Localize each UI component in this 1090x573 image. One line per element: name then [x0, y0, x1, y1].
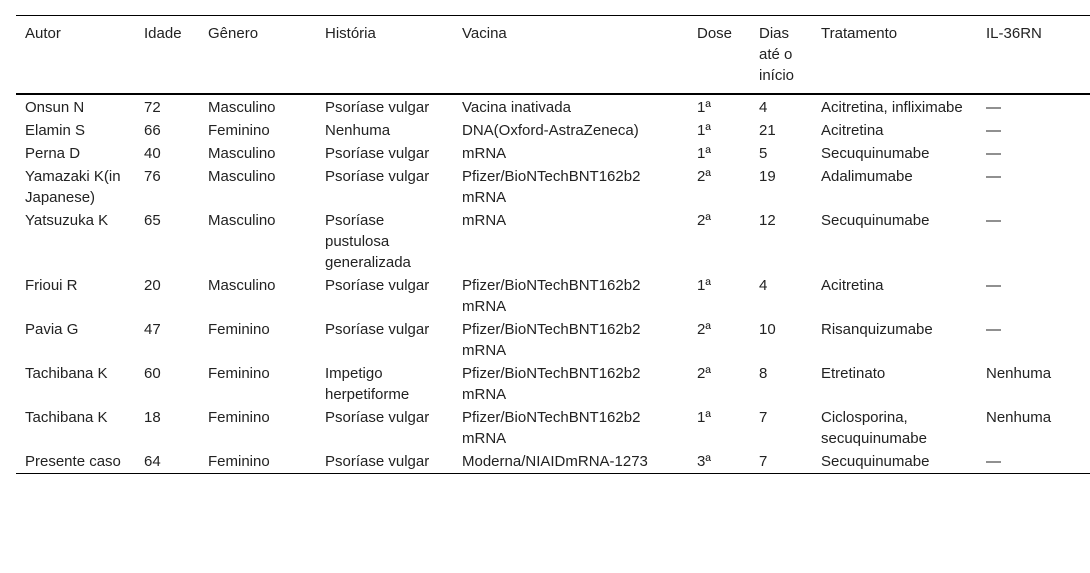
cell-historia: Impetigo herpetiforme	[325, 365, 410, 403]
header-idade: Idade	[144, 25, 182, 42]
header-autor: Autor	[25, 25, 61, 42]
cell-tratamento: Secuquinumabe	[821, 212, 930, 229]
cell-historia: Psoríase vulgar	[325, 321, 430, 338]
cell-autor: Pavia G	[25, 321, 79, 338]
case-table	[16, 15, 1090, 474]
cell-idade: 40	[144, 145, 161, 162]
cell-idade: 76	[144, 168, 161, 185]
cell-dias-ate-inicio: 12	[759, 212, 776, 229]
table-row	[16, 450, 1090, 474]
header-historia: História	[325, 25, 376, 42]
cell-idade: 47	[144, 321, 161, 338]
cell-dias-ate-inicio: 4	[759, 277, 768, 294]
table-row	[16, 406, 1090, 450]
cell-dias-ate-inicio: 4	[759, 99, 768, 116]
cell-idade: 64	[144, 453, 161, 470]
table-row	[16, 119, 1090, 142]
cell-tratamento: Etretinato	[821, 365, 886, 382]
cell-tratamento: Acitretina	[821, 122, 884, 139]
cell-genero: Masculino	[208, 168, 276, 185]
cell-dias-ate-inicio: 7	[759, 453, 768, 470]
cell-il36rn: —	[986, 453, 1001, 470]
cell-il36rn: —	[986, 321, 1001, 338]
cell-historia: Psoríase vulgar	[325, 168, 430, 185]
table-row	[16, 142, 1090, 165]
cell-genero: Feminino	[208, 453, 270, 470]
cell-il36rn: Nenhuma	[986, 365, 1052, 382]
cell-genero: Feminino	[208, 122, 270, 139]
cell-historia: Psoríase vulgar	[325, 99, 430, 116]
cell-tratamento: Ciclosporina, secuquinumabe	[821, 409, 927, 447]
cell-il36rn: —	[986, 212, 1001, 229]
header-tratamento: Tratamento	[821, 25, 898, 42]
cell-tratamento: Acitretina, infliximabe	[821, 99, 963, 116]
cell-idade: 72	[144, 99, 161, 116]
cell-genero: Masculino	[208, 212, 276, 229]
cell-idade: 20	[144, 277, 161, 294]
cell-tratamento: Secuquinumabe	[821, 145, 930, 162]
cell-vacina: Pfizer/BioNTechBNT162b2 mRNA	[462, 321, 641, 359]
cell-autor: Tachibana K	[25, 365, 108, 382]
cell-autor: Frioui R	[25, 277, 78, 294]
table-row	[16, 94, 1090, 119]
header-genero: Gênero	[208, 25, 259, 42]
cell-autor: Tachibana K	[25, 409, 108, 426]
cell-vacina: mRNA	[462, 212, 507, 229]
cell-dose: 3ª	[697, 453, 711, 470]
cell-autor: Onsun N	[25, 99, 85, 116]
cell-dose: 1ª	[697, 145, 711, 162]
cell-dose: 2ª	[697, 212, 711, 229]
cell-tratamento: Acitretina	[821, 277, 884, 294]
cell-genero: Feminino	[208, 321, 270, 338]
cell-historia: Nenhuma	[325, 122, 391, 139]
cell-dias-ate-inicio: 8	[759, 365, 768, 382]
cell-dias-ate-inicio: 19	[759, 168, 776, 185]
cell-il36rn: —	[986, 122, 1001, 139]
cell-vacina: Pfizer/BioNTechBNT162b2 mRNA	[462, 365, 641, 403]
cell-historia: Psoríase vulgar	[325, 409, 430, 426]
cell-dias-ate-inicio: 21	[759, 122, 776, 139]
cell-il36rn: —	[986, 168, 1001, 185]
cell-autor: Yatsuzuka K	[25, 212, 109, 229]
header-vacina: Vacina	[462, 25, 507, 42]
cell-il36rn: —	[986, 277, 1001, 294]
cell-tratamento: Adalimumabe	[821, 168, 913, 185]
cell-idade: 65	[144, 212, 161, 229]
cell-historia: Psoríase vulgar	[325, 277, 430, 294]
cell-genero: Feminino	[208, 365, 270, 382]
cell-idade: 18	[144, 409, 161, 426]
cell-dias-ate-inicio: 5	[759, 145, 768, 162]
table-row	[16, 165, 1090, 209]
table-row	[16, 318, 1090, 362]
cell-dose: 2ª	[697, 365, 711, 382]
cell-il36rn: —	[986, 145, 1001, 162]
cell-vacina: DNA(Oxford-AstraZeneca)	[462, 122, 639, 139]
cell-vacina: Pfizer/BioNTechBNT162b2 mRNA	[462, 409, 641, 447]
cell-genero: Masculino	[208, 145, 276, 162]
cell-dose: 1ª	[697, 277, 711, 294]
cell-vacina: mRNA	[462, 145, 507, 162]
cell-idade: 60	[144, 365, 161, 382]
cell-dose: 1ª	[697, 409, 711, 426]
cell-genero: Feminino	[208, 409, 270, 426]
cell-il36rn: Nenhuma	[986, 409, 1052, 426]
cell-autor: Elamin S	[25, 122, 86, 139]
cell-dias-ate-inicio: 7	[759, 409, 768, 426]
cell-vacina: Pfizer/BioNTechBNT162b2 mRNA	[462, 277, 641, 315]
cell-autor: Presente caso	[25, 453, 121, 470]
cell-dose: 1ª	[697, 99, 711, 116]
table-body	[16, 94, 1090, 474]
table-header-row	[16, 16, 1090, 95]
cell-vacina: Moderna/NIAIDmRNA-1273	[462, 453, 648, 470]
cell-autor: Yamazaki K(in Japanese)	[25, 168, 121, 206]
header-il36rn: IL-36RN	[986, 25, 1042, 42]
cell-tratamento: Risanquizumabe	[821, 321, 933, 338]
cell-historia: Psoríase vulgar	[325, 453, 430, 470]
cell-vacina: Vacina inativada	[462, 99, 571, 116]
cell-dose: 1ª	[697, 122, 711, 139]
cell-il36rn: —	[986, 99, 1001, 116]
cell-historia: Psoríase pustulosa generalizada	[325, 212, 411, 271]
cell-genero: Masculino	[208, 99, 276, 116]
cell-dias-ate-inicio: 10	[759, 321, 776, 338]
cell-genero: Masculino	[208, 277, 276, 294]
table-row	[16, 274, 1090, 318]
cell-tratamento: Secuquinumabe	[821, 453, 930, 470]
cell-historia: Psoríase vulgar	[325, 145, 430, 162]
header-dose: Dose	[697, 25, 733, 42]
cell-autor: Perna D	[25, 145, 81, 162]
cell-vacina: Pfizer/BioNTechBNT162b2 mRNA	[462, 168, 641, 206]
table-row	[16, 209, 1090, 274]
case-table-container	[16, 15, 1090, 474]
header-dias-ate-inicio: Dias até o início	[759, 25, 795, 84]
cell-dose: 2ª	[697, 168, 711, 185]
cell-idade: 66	[144, 122, 161, 139]
cell-dose: 2ª	[697, 321, 711, 338]
table-row	[16, 362, 1090, 406]
